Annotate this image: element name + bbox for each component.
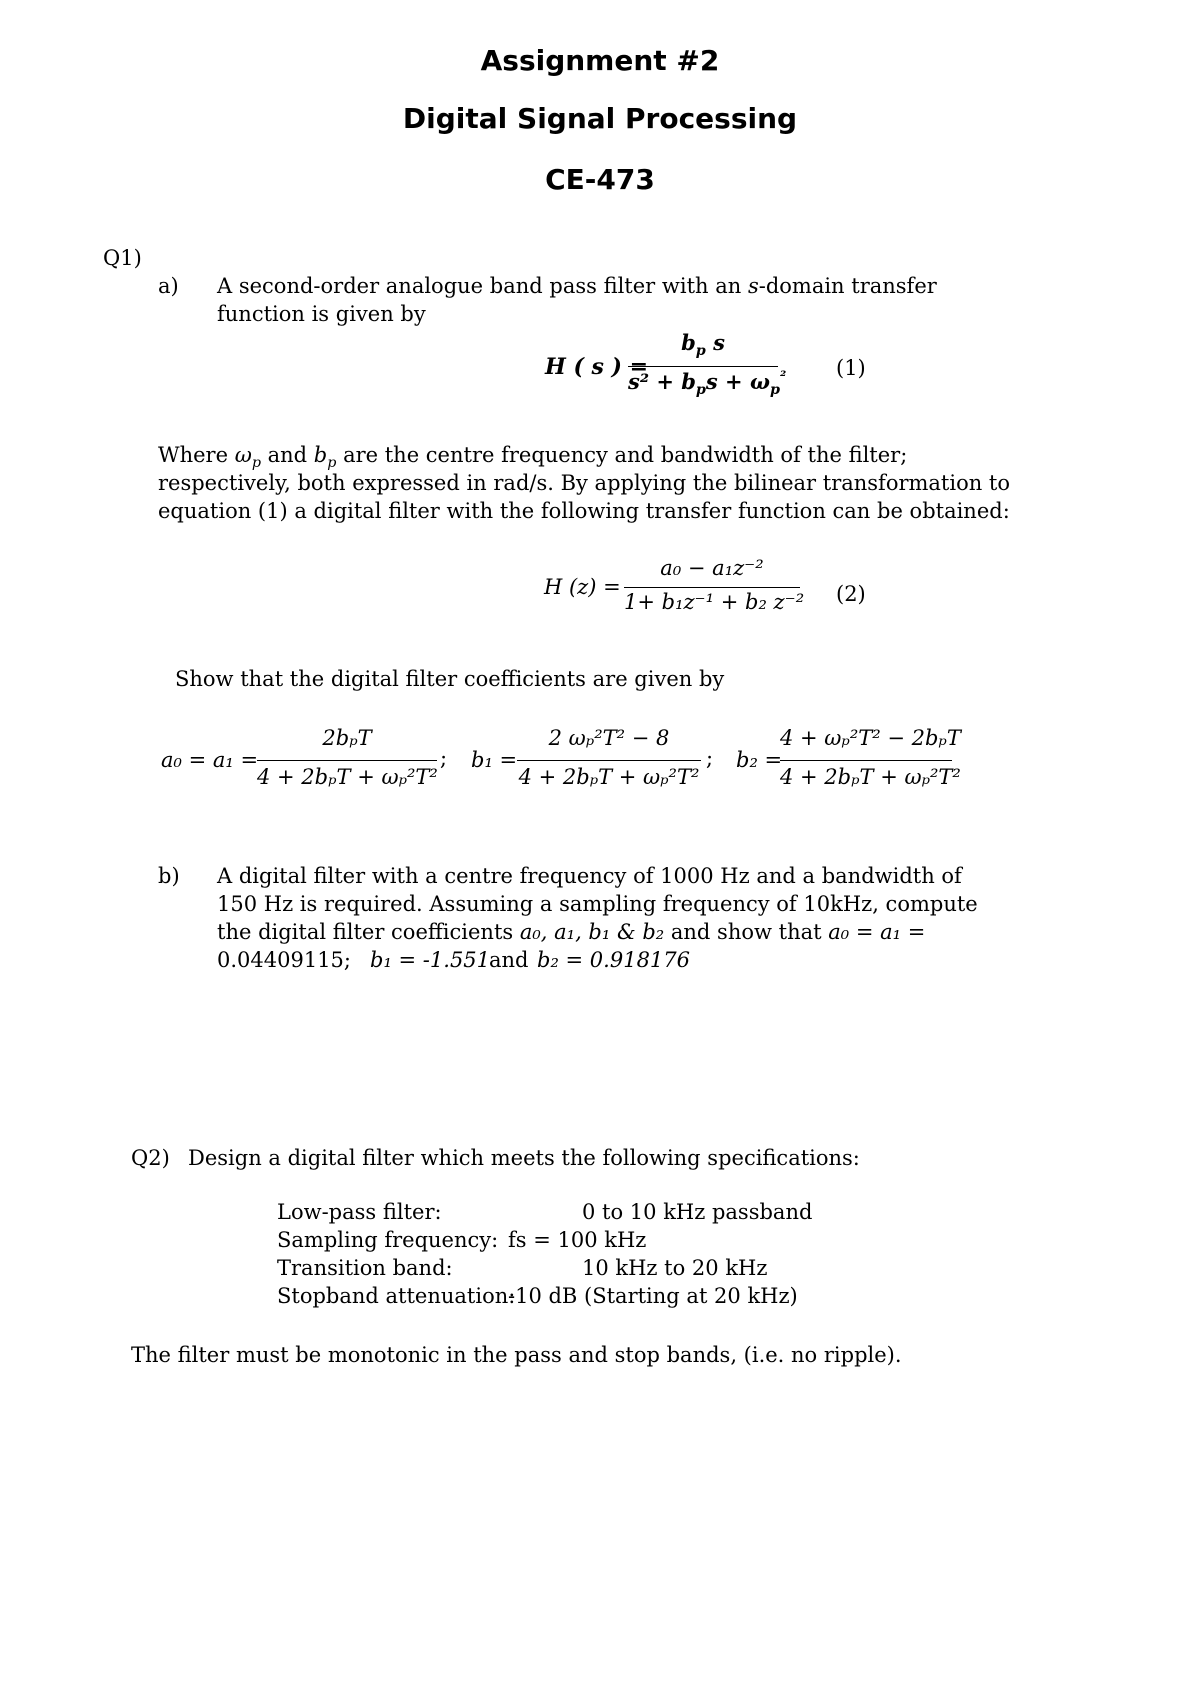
spec-name: Stopband attenuation: xyxy=(277,1284,516,1308)
spec-value: -10 dB (Starting at 20 kHz) xyxy=(508,1284,798,1308)
spec-value: 0 to 10 kHz passband xyxy=(582,1200,813,1224)
coef-b2-denominator: 4 + 2bₚT + ωₚ²T² xyxy=(780,765,961,789)
q1b-line2: 150 Hz is required. Assuming a sampling frequency of 10kHz, compute xyxy=(217,892,978,916)
q2-label: Q2) xyxy=(131,1146,170,1170)
coef-separator-2: ; xyxy=(706,746,714,770)
q1b-line4-b2: b₂ = 0.918176 xyxy=(537,948,691,972)
q2-intro: Design a digital filter which meets the following specifications: xyxy=(188,1146,860,1170)
where-line1: Where $\omega_p$ and $b_p$ are the centre frequency and bandwidth of the filter; xyxy=(158,443,908,472)
coef-b2-numerator: 4 + ωₚ²T² − 2bₚT xyxy=(780,726,961,750)
eq1-denominator: $s^2 + b_ps + \omega_p^{^2}$ xyxy=(628,369,787,399)
q1b-line3: the digital filter coefficients a₀, a₁, b₁ & b₂ and show that a₀ = a₁ = xyxy=(217,920,926,944)
coef-a-lhs: a₀ = a₁ = xyxy=(161,748,259,772)
eq1-fraction xyxy=(628,330,787,400)
eq2-numerator: a₀ − a₁z⁻² xyxy=(660,556,764,580)
q1b-label: b) xyxy=(158,864,180,888)
eq1-lhs: H ( s ) = xyxy=(545,354,649,380)
spec-name: Sampling frequency: xyxy=(277,1228,499,1252)
q2-footer: The filter must be monotonic in the pass and stop bands, (i.e. no ripple). xyxy=(131,1343,902,1367)
course-code: CE-473 xyxy=(545,163,655,196)
eq1-fraction-bar xyxy=(628,366,778,367)
eq1-number: (1) xyxy=(836,356,866,380)
q1a-intro-line2: function is given by xyxy=(217,302,426,326)
q1b-line4-b1: b₁ = -1.551 xyxy=(370,948,491,972)
coef-a-denominator: 4 + 2bₚT + ωₚ²T² xyxy=(257,765,438,789)
spec-value: 10 kHz to 20 kHz xyxy=(582,1256,768,1280)
q1b-line4-and: and xyxy=(489,948,529,972)
q1b-line4-a: 0.04409115; xyxy=(217,948,351,972)
eq2-number: (2) xyxy=(836,582,866,606)
q1a-label: a) xyxy=(158,274,179,298)
coef-b2-fraction xyxy=(780,726,961,796)
coef-b1-fraction-bar xyxy=(517,760,701,761)
eq2-fraction-bar xyxy=(624,587,800,588)
q1a-intro-line1: A second-order analogue band pass filter with an s-domain transfer xyxy=(217,274,937,298)
eq2-lhs: H (z) = xyxy=(544,575,621,599)
coef-separator-1: ; xyxy=(440,746,448,770)
coef-a-numerator: 2bₚT xyxy=(322,726,372,750)
coef-b2-lhs: b₂ = xyxy=(736,748,783,772)
q1-label: Q1) xyxy=(103,246,142,270)
q1b-line1: A digital filter with a centre frequency of 1000 Hz and a bandwidth of xyxy=(217,864,962,888)
spec-name: Low-pass filter: xyxy=(277,1200,442,1224)
assignment-title: Assignment #2 xyxy=(480,44,720,77)
course-name: Digital Signal Processing xyxy=(402,102,798,135)
where-line3: equation (1) a digital filter with the following transfer function can be obtained: xyxy=(158,499,1010,523)
coef-b1-fraction xyxy=(517,726,701,796)
show-text: Show that the digital filter coefficients are given by xyxy=(175,667,725,691)
coef-b1-denominator: 4 + 2bₚT + ωₚ²T² xyxy=(518,765,700,789)
coef-b1-lhs: b₁ = xyxy=(471,748,518,772)
coef-b2-fraction-bar xyxy=(780,760,952,761)
spec-value: fs = 100 kHz xyxy=(508,1228,647,1252)
coef-a-fraction xyxy=(257,726,437,796)
spec-name: Transition band: xyxy=(277,1256,453,1280)
coef-a-fraction-bar xyxy=(257,760,437,761)
coef-b1-numerator: 2 ωₚ²T² − 8 xyxy=(548,726,670,750)
eq2-denominator: 1+ b₁z⁻¹ + b₂ z⁻² xyxy=(624,590,805,614)
eq1-numerator: $b_p$ s xyxy=(681,330,725,360)
eq2-fraction xyxy=(624,556,805,622)
where-line2: respectively, both expressed in rad/s. By applying the bilinear transformation to xyxy=(158,471,1011,495)
